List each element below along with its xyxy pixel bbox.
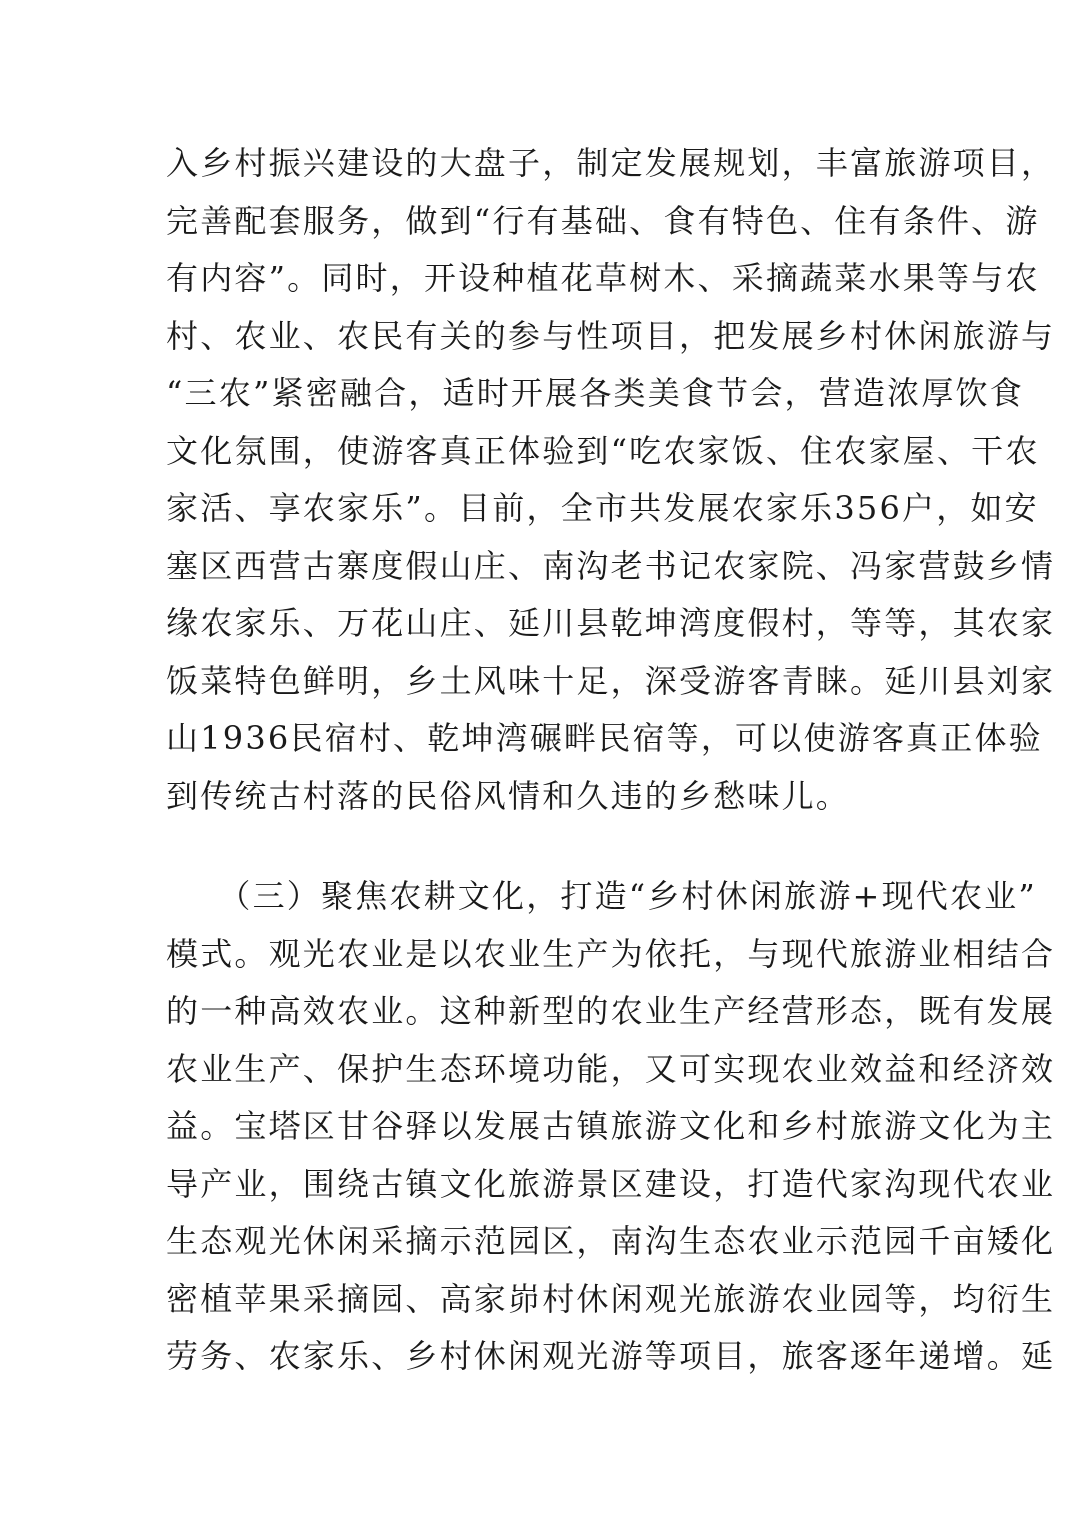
text-line: 益。宝塔区甘谷驿以发展古镇旅游文化和乡村旅游文化为主 — [166, 1107, 1056, 1145]
text-line: 有内容”。同时，开设种植花草树木、采摘蔬菜水果等与农 — [166, 259, 1040, 297]
text-line-last: 到传统古村落的民俗风情和久违的乡愁味儿。 — [166, 776, 851, 815]
text-line: 生态观光休闲采摘示范园区，南沟生态农业示范园千亩矮化 — [166, 1222, 1056, 1260]
text-line: 家活、享农家乐”。目前，全市共发展农家乐356户，如安 — [166, 489, 1039, 527]
text-line: 模式。观光农业是以农业生产为依托，与现代旅游业相结合 — [166, 934, 1056, 973]
text-line: 入乡村振兴建设的大盘子，制定发展规划，丰富旅游项目， — [166, 144, 1056, 182]
text-line: 的一种高效农业。这种新型的农业生产经营形态，既有发展 — [166, 992, 1056, 1030]
text-line: 塞区西营古寨度假山庄、南沟老书记农家院、冯家营鼓乡情 — [166, 546, 1056, 585]
text-line: 山1936民宿村、乾坤湾碾畔民宿等，可以使游客真正体验 — [166, 719, 1043, 757]
text-line: 导产业，围绕古镇文化旅游景区建设，打造代家沟现代农业 — [166, 1164, 1056, 1203]
text-line: 完善配套服务，做到“行有基础、食有特色、住有条件、游 — [166, 201, 1040, 240]
text-line: 村、农业、农民有关的参与性项目，把发展乡村休闲旅游与 — [166, 316, 1056, 355]
paragraph-farming-culture-modern-agriculture — [166, 868, 1056, 1386]
paragraph-rural-tourism-farmstay — [166, 135, 1056, 825]
section-heading-line: （三）聚焦农耕文化，打造“乡村休闲旅游+现代农业” — [166, 877, 1037, 915]
text-line: 缘农家乐、万花山庄、延川县乾坤湾度假村，等等，其农家 — [166, 604, 1056, 642]
text-line: “三农”紧密融合，适时开展各类美食节会，营造浓厚饮食 — [166, 374, 1024, 412]
text-line: 劳务、农家乐、乡村休闲观光游等项目，旅客逐年递增。延 — [166, 1337, 1056, 1375]
text-line: 密植苹果采摘园、高家峁村休闲观光旅游农业园等，均衍生 — [166, 1279, 1056, 1318]
text-line: 农业生产、保护生态环境功能，又可实现农业效益和经济效 — [166, 1049, 1056, 1088]
text-line: 文化氛围，使游客真正体验到“吃农家饭、住农家屋、干农 — [166, 431, 1040, 470]
text-line: 饭菜特色鲜明，乡土风味十足，深受游客青睐。延川县刘家 — [166, 661, 1056, 700]
